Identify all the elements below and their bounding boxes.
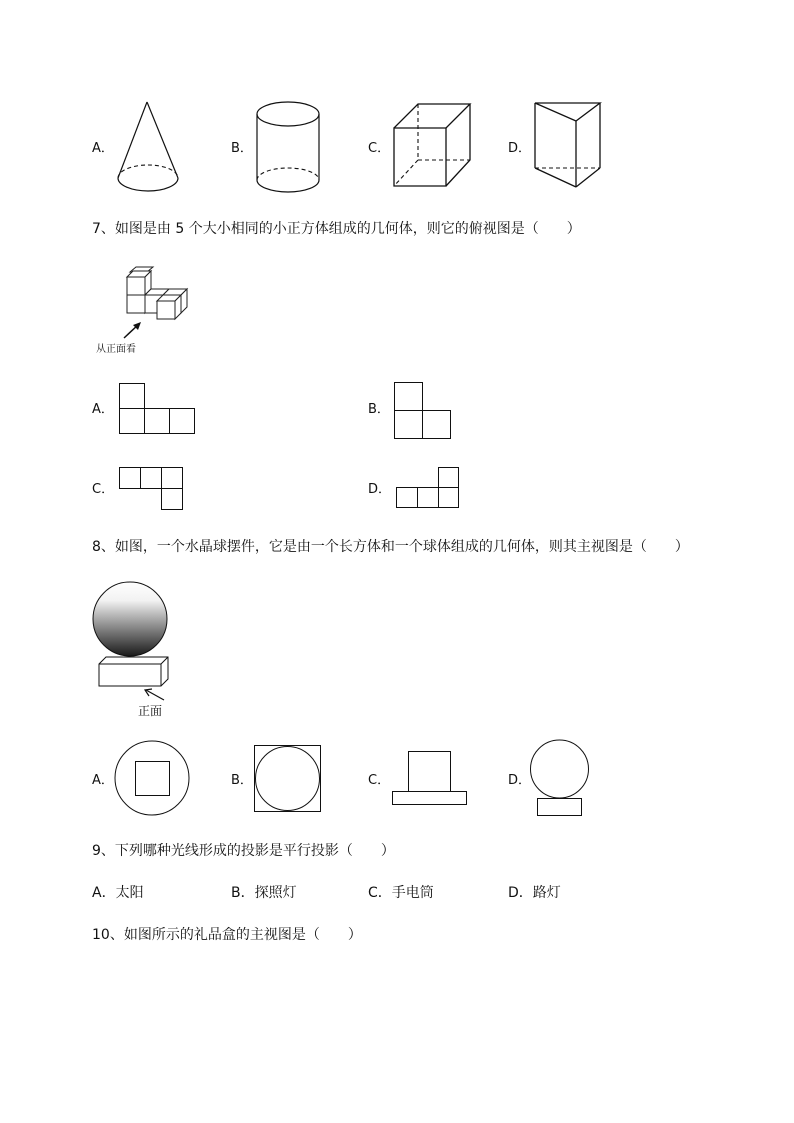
q8-crystal-ball-figure <box>92 580 176 690</box>
q8-option-b-letter[interactable]: B． <box>231 773 253 788</box>
q9-option-a-text: 太阳 <box>115 885 144 901</box>
q7-option-c-letter[interactable]: C． <box>92 482 115 497</box>
q9-option-a-letter: A． <box>92 885 116 901</box>
q10-text: 10、如图所示的礼品盒的主视图是（ ） <box>92 927 362 943</box>
triangular-prism-figure <box>533 101 605 193</box>
q7-option-a-figure <box>119 383 197 437</box>
q6-option-a-letter[interactable]: A． <box>92 141 114 156</box>
q8-option-c-letter[interactable]: C． <box>368 773 391 788</box>
q7-view-arrow-icon <box>122 320 144 340</box>
q8-option-d-figure <box>530 739 590 819</box>
q9-option-b[interactable] <box>231 884 297 902</box>
q7-option-d-figure <box>396 467 462 511</box>
q7-text: 7、如图是由 5 个大小相同的小正方体组成的几何体，则它的俯视图是（ ） <box>92 221 581 237</box>
q6-option-b-letter[interactable]: B． <box>231 141 253 156</box>
q9-option-d-text: 路灯 <box>532 885 561 901</box>
q8-text: 8、如图，一个水晶球摆件，它是由一个长方体和一个球体组成的几何体，则其主视图是（ ） <box>92 539 689 555</box>
q8-option-a-figure <box>114 740 192 818</box>
cone-figure <box>115 100 185 195</box>
q9-option-d-letter: D． <box>508 885 533 901</box>
q8-option-b-figure <box>254 745 322 813</box>
q9-option-d[interactable] <box>508 884 561 902</box>
q8-view-arrow-icon <box>142 688 166 702</box>
q8-option-c-figure <box>392 751 468 807</box>
cylinder-figure <box>256 100 326 195</box>
q9-option-b-text: 探照灯 <box>254 885 297 901</box>
q7-option-c-figure <box>119 467 185 511</box>
q8-option-a-letter[interactable]: A． <box>92 773 114 788</box>
q9-text: 9、下列哪种光线形成的投影是平行投影（ ） <box>92 843 395 859</box>
q7-option-d-letter[interactable]: D． <box>368 482 392 497</box>
q6-option-c-letter[interactable]: C． <box>368 141 391 156</box>
cube-figure <box>392 102 474 190</box>
q7-option-b-figure <box>394 382 454 440</box>
q6-option-d-letter[interactable]: D． <box>508 141 532 156</box>
q9-option-c-text: 手电筒 <box>391 885 434 901</box>
q7-option-b-letter[interactable]: B． <box>368 402 390 417</box>
q7-option-a-letter[interactable]: A． <box>92 402 114 417</box>
q7-figure-caption: 从正面看 <box>96 344 136 355</box>
q8-figure-caption: 正面 <box>138 704 163 718</box>
q9-option-c[interactable] <box>368 884 434 902</box>
q9-option-b-letter: B． <box>231 885 255 901</box>
q8-option-d-letter[interactable]: D． <box>508 773 532 788</box>
q7-cube-stack-figure <box>124 268 194 324</box>
q9-option-a[interactable] <box>92 884 144 902</box>
q9-option-c-letter: C． <box>368 885 392 901</box>
